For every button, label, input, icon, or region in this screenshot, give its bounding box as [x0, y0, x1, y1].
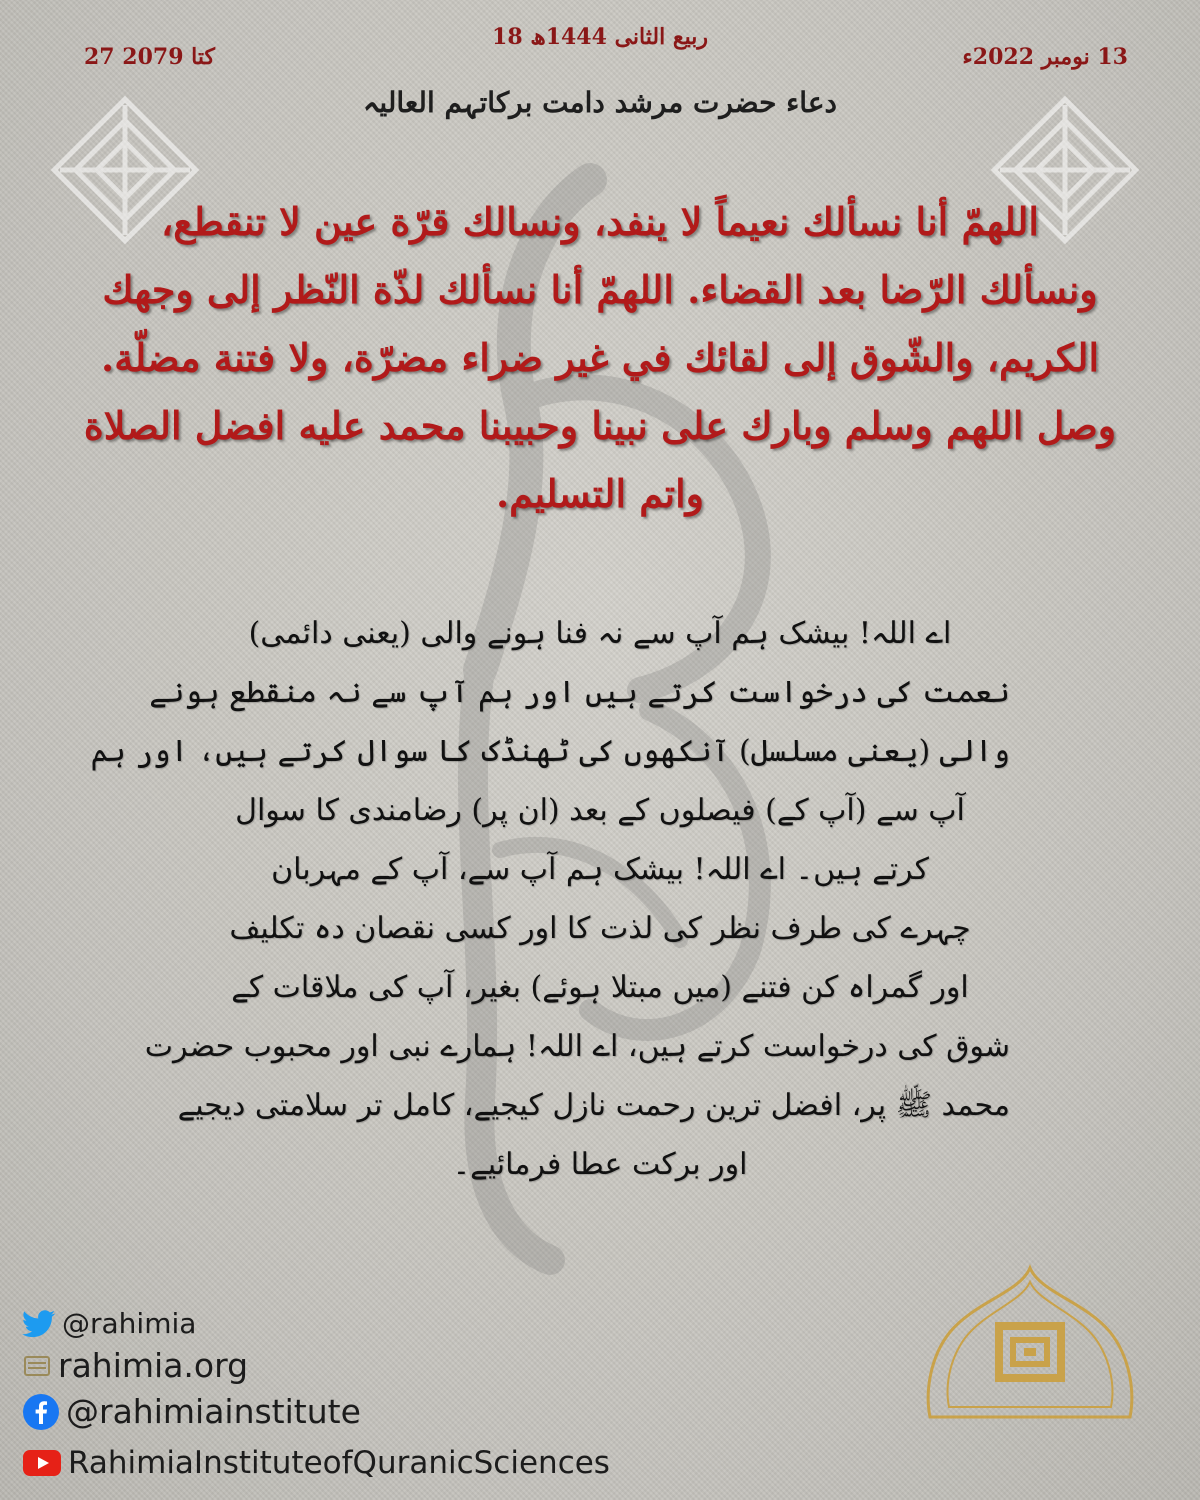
urdu-translation	[90, 604, 1010, 1194]
arabic-line: وصل اللھم وسلم وبارك على نبينا وحبيبنا محمد عليه افضل الصلاة	[83, 403, 1117, 448]
website-link[interactable]	[22, 1346, 248, 1385]
urdu-line: محمد ﷺ پر، افضل ترین رحمت نازل کیجیے، کامل تر سلامتی دیجیے	[177, 1088, 1010, 1123]
date-bikrami: 27 کتا 2079	[84, 44, 215, 70]
arabic-line: الكريم، والشّوق إلى لقائك في غير ضراء مضرّة، ولا فتنة مضلّة.	[100, 335, 1100, 380]
rahimia-emblem	[905, 1262, 1155, 1490]
facebook-link[interactable]	[22, 1392, 361, 1431]
twitter-icon	[22, 1310, 56, 1338]
urdu-line: اے اللہ! بیشک ہم آپ سے نہ فنا ہونے والی (یعنی دائمی)	[248, 616, 952, 651]
youtube-icon	[22, 1449, 62, 1477]
arabic-line: واتم التسليم.	[495, 471, 705, 516]
urdu-line: والی (یعنی مسلسل) آنکھوں کی ٹھنڈک کا سوال کرتے ہیں، اور ہم	[90, 734, 1010, 769]
facebook-handle: @rahimiainstitute	[66, 1392, 361, 1431]
page-title: دعاء حضرت مرشد دامت برکاتہم العالیہ	[362, 86, 838, 119]
arabic-line: اللھمّ أنا نسألك نعيماً لا ينفد، ونسالك قرّة عين لا تنقطع،	[161, 199, 1039, 244]
arabic-dua	[70, 188, 1130, 528]
globe-icon	[22, 1351, 52, 1381]
urdu-line: چہرے کی طرف نظر کی لذت کا اور کسی نقصان دہ تکلیف	[229, 911, 971, 946]
twitter-link[interactable]	[22, 1307, 196, 1340]
urdu-line: اور گمراہ کن فتنے (میں مبتلا ہوئے) بغیر، آپ کی ملاقات کے	[231, 970, 969, 1005]
urdu-line: شوق کی درخواست کرتے ہیں، اے اللہ! ہمارے نبی اور محبوب حضرت	[144, 1029, 1010, 1064]
youtube-channel: RahimiaInstituteofQuranicSciences	[68, 1445, 610, 1481]
urdu-line: اور برکت عطا فرمائیے۔	[452, 1147, 748, 1182]
rahimia-logo	[905, 1262, 1155, 1490]
urdu-line: نعمت کی درخواست کرتے ہیں اور ہم آپ سے نہ منقطع ہونے	[149, 675, 1010, 710]
date-hijri: 18 ربیع الثانی 1444ھ	[492, 24, 708, 50]
website-url: rahimia.org	[58, 1346, 249, 1385]
facebook-icon	[22, 1393, 60, 1431]
arabic-line: ونسألك الرّضا بعد القضاء. اللھمّ أنا نسألك لذّة النّظر إلى وجھك	[102, 267, 1098, 312]
youtube-link[interactable]	[22, 1445, 610, 1481]
urdu-line: کرتے ہیں۔ اے اللہ! بیشک ہم آپ سے، آپ کے مہربان	[271, 852, 929, 887]
twitter-handle: @rahimia	[62, 1307, 197, 1340]
date-gregorian: 13 نومبر 2022ء	[962, 44, 1128, 70]
urdu-line: آپ سے (آپ کے) فیصلوں کے بعد (ان پر) رضامندی کا سوال	[235, 793, 965, 828]
